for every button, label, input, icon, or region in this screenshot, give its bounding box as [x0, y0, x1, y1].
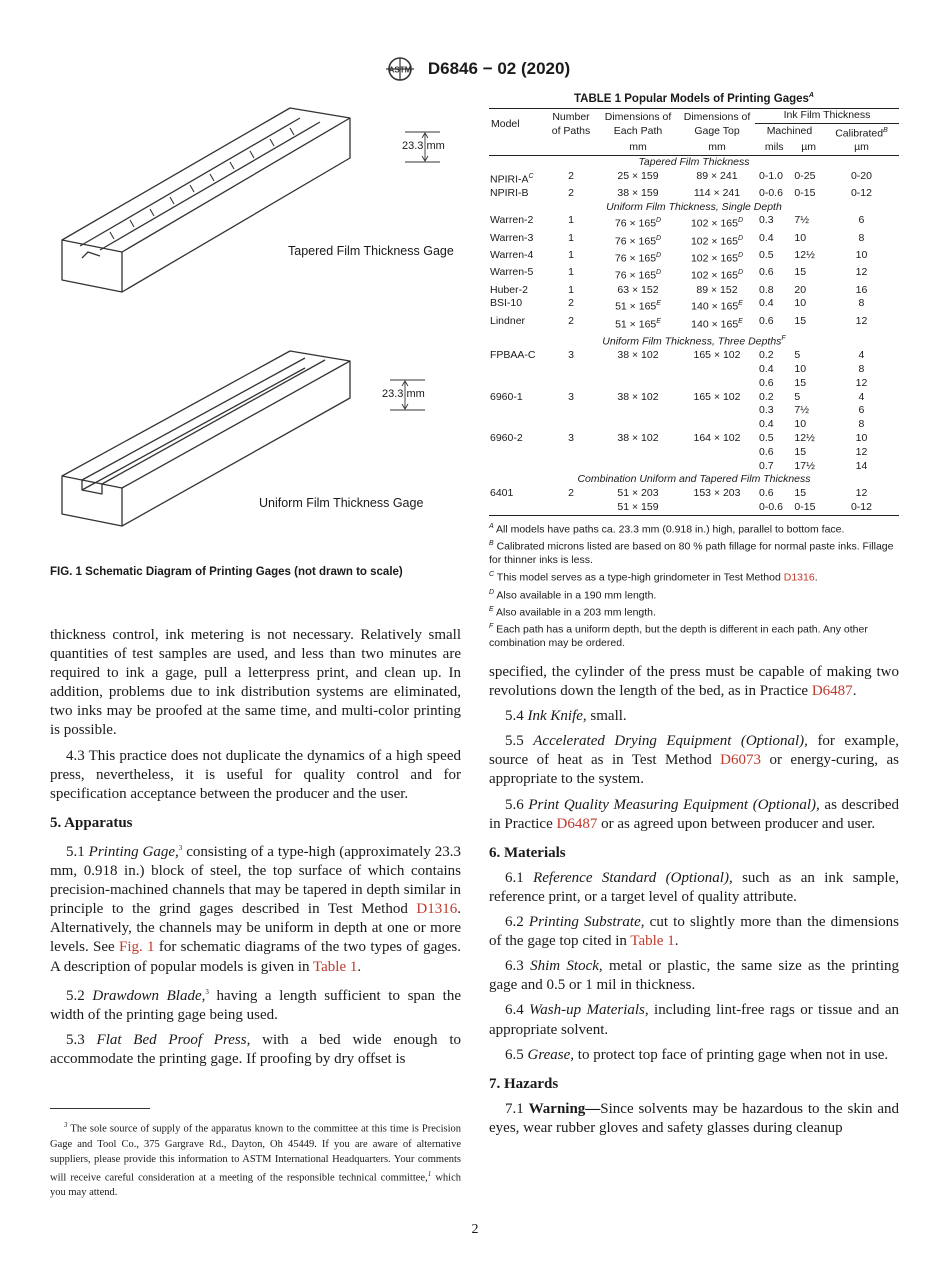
cell-model: 6960-1	[490, 390, 523, 403]
cell-path-dim	[597, 404, 679, 418]
cell-mils: 0-1.0	[759, 169, 783, 182]
table-note: $^C$ This model serves as a type-high grindometer in Test Method D1316.	[489, 571, 818, 584]
table-note: $^B$ Calibrated microns listed are based on 80 % path fillage for normal paste inks. Fillage for thinner inks is less.	[489, 540, 894, 567]
cell-cal: 6	[858, 404, 865, 417]
paragraph-6-5: 6.5 Grease, to protect top face of printing gage when not in use.	[505, 1046, 889, 1063]
cell-paths: 2	[568, 297, 574, 310]
cell-path-dim: 38 × 159	[617, 186, 659, 199]
cell-cal: 16	[855, 283, 868, 296]
paragraph-5-6: 5.6 Print Quality Measuring Equipment (Optional), as described in Practice D6487 or as agreed upon between producer and user.	[489, 796, 900, 832]
cell-mils: 0.6	[759, 314, 774, 327]
cell-model: 6401	[490, 487, 514, 500]
cell-model	[489, 363, 545, 377]
cell-top-dim: 164 × 102	[693, 432, 741, 445]
cell-top-dim	[679, 404, 755, 418]
cell-model: NPIRI-$A^C$	[490, 172, 534, 186]
col-ink-film: Ink Film Thickness	[755, 108, 899, 123]
col-machined: Machined	[766, 125, 813, 138]
cell-cal: 10	[855, 249, 868, 261]
link-fig-1[interactable]: Fig. 1	[118, 939, 155, 956]
cell-cal: 8	[858, 363, 865, 376]
cell-path-dim	[597, 446, 679, 460]
cell-model	[489, 446, 545, 460]
cell-um: 10	[794, 297, 807, 310]
table-note: $^A$ All models have paths ca. 23.3 mm (0.918 in.) high, parallel to bottom face.	[489, 522, 845, 536]
col-each-path: Dimensions of Each Path	[597, 108, 679, 141]
cell-path-dim: $76 \times 165^D$	[614, 234, 662, 248]
unit-mils: mils	[755, 141, 793, 155]
footnote-3: $^3$ The sole source of supply of the apparatus known to the committee at this time is Precision Gage and Tool Co., 375 Gargrave Rd., Dayton, Oh 45449. If you are aware of alternative suppliers, please provide this information to ASTM International Headquarters. Your comments will receive careful consideration at a meeting of the responsible technical committee,$^1$ which you may attend.	[50, 1121, 461, 1198]
cell-mils: 0.4	[759, 363, 774, 376]
cell-mils: 0.3	[759, 214, 774, 227]
link-d6487[interactable]: D6487	[811, 683, 853, 700]
cell-um: 0-15	[794, 186, 816, 199]
printing-gages-diagram	[50, 96, 462, 556]
unit-um-machined: µm	[793, 141, 824, 155]
unit-um-calibrated: µm	[824, 141, 899, 155]
cell-path-dim: 38 × 102	[617, 390, 659, 403]
cell-model: FPBAA-C	[490, 349, 536, 362]
cell-top-dim: $102 \times 165^D$	[690, 234, 744, 248]
unit-mm-top: mm	[679, 141, 755, 155]
cell-path-dim	[597, 377, 679, 391]
cell-cal: 10	[855, 432, 868, 445]
cell-path-dim: $76 \times 165^D$	[614, 252, 662, 265]
cell-um: 15	[794, 314, 807, 327]
table-row	[489, 404, 899, 418]
table-body	[489, 155, 899, 515]
cell-path-dim	[597, 363, 679, 377]
col-gage-top: Dimensions of Gage Top	[679, 108, 755, 141]
table-row	[489, 501, 899, 515]
cell-model	[489, 377, 545, 391]
table-section-row: Tapered Film Thickness	[638, 155, 750, 168]
paragraph-5-1: 5.1 Printing Gage,$^3$ consisting of a type-high (approximately 23.3 mm, 0.918 in.) block of steel, the top surface of which contains precision-machined channels that may be tapered in depth similar in principle to the grind gages described in Test Method D1316. Alternatively, the channels may be uniform in depth at one or more levels. See Fig. 1 for schematic diagrams of the two types of gages. A description of popular models is given in Table 1.	[50, 843, 462, 975]
table-row	[489, 377, 899, 391]
cell-path-dim: 51 × 159	[597, 501, 679, 515]
unit-mm-path: mm	[597, 141, 679, 155]
cell-model: Warren-5	[490, 266, 534, 279]
cell-model: Warren-3	[490, 231, 534, 244]
cell-paths: 2	[568, 314, 574, 327]
cell-um: 0-15	[793, 501, 824, 515]
tapered-gage-label: Tapered Film Thickness Gage	[288, 244, 454, 258]
cell-mils: 0-0.6	[755, 501, 793, 515]
cell-paths: 2	[568, 186, 574, 199]
cell-paths: 1	[568, 266, 574, 279]
paragraph-6-2: 6.2 Printing Substrate, cut to slightly more than the dimensions of the gage top cited in Table 1.	[489, 914, 900, 950]
section-5-heading: 5. Apparatus	[50, 814, 133, 831]
figure-caption: FIG. 1 Schematic Diagram of Printing Gages (not drawn to scale)	[50, 566, 403, 578]
uniform-channel-edge-1	[82, 358, 305, 480]
link-d6487-2[interactable]: D6487	[556, 815, 598, 832]
table-row	[489, 284, 899, 298]
cell-path-dim: 38 × 102	[617, 349, 659, 362]
cell-top-dim: $102 \times 165^D$	[690, 217, 744, 230]
cell-mils: 0.5	[759, 249, 774, 261]
cell-model: Warren-4	[490, 249, 534, 261]
paragraph-6-1: 6.1 Reference Standard (Optional), such as an ink sample, reference print, or a target level of quality attribute.	[489, 869, 899, 905]
col-calibrated: Calibrated$^B$	[835, 126, 888, 140]
cell-paths: 3	[568, 390, 574, 403]
models-table	[489, 108, 899, 516]
table-row	[489, 418, 899, 432]
table-row	[489, 487, 899, 501]
cell-model: BSI-10	[490, 297, 523, 310]
cell-mils: 0.2	[759, 349, 774, 362]
cell-top-dim: 165 × 102	[693, 390, 741, 403]
astm-logo-text: ASTM	[388, 65, 412, 75]
cell-top-dim: $140 \times 165^E$	[691, 300, 743, 313]
cell-top-dim	[679, 418, 755, 432]
cell-top-dim	[679, 460, 755, 474]
paragraph-6-3: 6.3 Shim Stock, metal or plastic, the same size as the printing gage and 0.5 or 1 mil in thickness.	[489, 958, 900, 994]
cell-path-dim: $51 \times 165^E$	[615, 300, 661, 313]
cell-model	[489, 501, 545, 515]
cell-paths: 3	[568, 349, 574, 362]
cell-top-dim	[679, 446, 755, 460]
cell-cal: 12	[855, 266, 868, 279]
table-note: $^F$ Each path has a uniform depth, but the depth is different in each path. Any other combination may be ordered.	[489, 623, 868, 650]
col-paths: Number of Paths	[545, 108, 597, 141]
tapered-gage-side-face	[122, 118, 350, 292]
cell-mils: 0.6	[759, 445, 774, 458]
cell-um: 5	[794, 349, 801, 362]
footnote-rule	[50, 1108, 150, 1109]
astm-logo-icon	[380, 56, 420, 82]
table-row	[489, 232, 899, 249]
cell-model: Huber-2	[490, 283, 528, 296]
cell-path-dim: 51 × 203	[617, 487, 659, 500]
tapered-channel-edge-1	[80, 118, 300, 246]
table-row	[489, 170, 899, 187]
uniform-height-dimension: 23.3 mm	[382, 388, 425, 400]
cell-um: 7½	[794, 214, 809, 227]
cell-cal: 4	[858, 349, 865, 362]
table-row	[489, 315, 899, 332]
right-column	[489, 663, 899, 1144]
cell-um: 17½	[794, 459, 815, 472]
cell-um: 15	[794, 266, 807, 279]
tapered-channel-edge-2	[100, 122, 320, 250]
cell-mils: 0.5	[759, 432, 774, 445]
table-section-row: Uniform Film Thickness, Single Depth	[606, 200, 782, 213]
cell-path-dim: 38 × 102	[617, 432, 659, 445]
cell-top-dim	[679, 363, 755, 377]
cell-model: 6960-2	[490, 432, 523, 445]
cell-cal: 8	[858, 231, 865, 244]
cell-top-dim: 89 × 241	[696, 169, 738, 182]
section-6-heading: 6. Materials	[489, 844, 566, 861]
cell-cal: 4	[858, 390, 865, 403]
figure-1	[50, 96, 462, 586]
table-title: TABLE 1 Popular Models of Printing Gages$^A$	[574, 92, 814, 105]
cell-mils: 0.6	[759, 266, 774, 279]
cell-mils: 0.4	[759, 297, 774, 310]
tapered-channel-end	[82, 252, 100, 258]
cell-um: 15	[794, 445, 807, 458]
cell-cal: 0-20	[850, 169, 872, 182]
cell-um: 12½	[794, 249, 815, 261]
section-7-heading: 7. Hazards	[489, 1075, 559, 1092]
cell-paths	[545, 501, 597, 515]
cell-path-dim: 63 × 152	[617, 283, 659, 296]
page-number: 2	[471, 1222, 479, 1237]
cell-mils: 0.4	[759, 231, 774, 244]
paragraph-7-1: 7.1 Warning—Since solvents may be hazardous to the skin and eyes, wear rubber gloves and safety glasses during cleanup	[489, 1100, 900, 1136]
standard-designation: D6846 − 02 (2020)	[427, 59, 571, 78]
link-d6073[interactable]: D6073	[720, 752, 762, 769]
table-note: $^D$ Also available in a 190 mm length.	[489, 588, 657, 602]
cell-cal: 8	[858, 297, 865, 310]
cell-mils: 0.7	[759, 459, 774, 472]
paragraph-5-4: 5.4 Ink Knife, small.	[505, 708, 627, 725]
cell-paths: 1	[568, 214, 574, 227]
cell-cal: 8	[858, 418, 865, 431]
cell-um: 15	[794, 487, 807, 500]
cell-top-dim: 114 × 241	[693, 186, 741, 199]
table-1	[489, 92, 899, 651]
cell-um: 20	[794, 283, 807, 296]
cell-mils: 0.6	[759, 376, 774, 389]
table-row	[489, 187, 899, 201]
table-row	[489, 446, 899, 460]
cell-um: 15	[794, 376, 807, 389]
page-header	[0, 56, 950, 84]
cell-model	[489, 418, 545, 432]
table-row	[489, 349, 899, 363]
cell-um: 5	[794, 390, 801, 403]
link-table-1-b[interactable]: Table 1	[630, 933, 675, 950]
table-row	[489, 460, 899, 474]
paragraph-4-2-continued: thickness control, ink metering is not necessary. Relatively small quantities of test samples are used, and less than two minutes are required to ink a gage, pull a letterpress print, and clean up. In addition, problems due to ink distribution systems are eliminated, two inks may be proofed at the same time, and multi-color printing is possible.	[50, 627, 461, 739]
cell-paths: 2	[568, 169, 574, 182]
table-row	[489, 214, 899, 231]
table-notes	[489, 520, 899, 651]
uniform-channel-floor	[82, 368, 305, 490]
table-row	[489, 249, 899, 266]
cell-paths	[545, 404, 597, 418]
cell-mils: 0.4	[759, 418, 774, 431]
cell-path-dim	[597, 418, 679, 432]
uniform-channel-edge-2	[102, 360, 325, 484]
cell-top-dim: $102 \times 165^D$	[690, 269, 744, 282]
cell-model: Lindner	[490, 314, 526, 327]
cell-cal: 6	[858, 214, 865, 227]
table-section-row: Uniform Film Thickness, Three Depths$^F$	[602, 334, 786, 348]
cell-paths	[545, 377, 597, 391]
cell-um: 10	[794, 418, 807, 431]
cell-top-dim: 89 × 152	[696, 283, 738, 296]
paragraph-5-3-continued: specified, the cylinder of the press must be capable of making two revolutions down the length of the bed, as in Practice D6487.	[489, 664, 899, 700]
cell-paths	[545, 418, 597, 432]
cell-cal: 12	[855, 487, 868, 500]
cell-paths	[545, 460, 597, 474]
cell-mils: 0.6	[759, 487, 774, 500]
cell-top-dim: 153 × 203	[693, 487, 741, 500]
cell-path-dim: $76 \times 165^D$	[614, 217, 662, 230]
cell-cal: 0-12	[850, 186, 872, 199]
cell-paths: 1	[568, 249, 574, 261]
table-row	[489, 297, 899, 314]
paragraph-6-4: 6.4 Wash-up Materials, including lint-free rags or tissue and an appropriate solvent.	[489, 1002, 899, 1038]
col-model: Model	[489, 108, 545, 141]
table-note: $^E$ Also available in a 203 mm length.	[489, 605, 656, 619]
cell-mils: 0.2	[759, 390, 774, 403]
cell-model: NPIRI-B	[490, 186, 529, 199]
link-note-d1316[interactable]: D1316	[783, 571, 815, 584]
cell-mils: 0-0.6	[759, 186, 783, 199]
cell-top-dim: $140 \times 165^E$	[691, 317, 743, 331]
cell-top-dim: 165 × 102	[693, 349, 741, 362]
cell-paths: 1	[568, 283, 574, 296]
paragraph-5-5: 5.5 Accelerated Drying Equipment (Optional), for example, source of heat as in Test Method D6073 or energy-curing, as appropriate to the system.	[489, 733, 899, 788]
cell-model	[489, 460, 545, 474]
cell-top-dim: $102 \times 165^D$	[690, 252, 744, 265]
cell-model: Warren-2	[490, 214, 534, 227]
tapered-scale-ticks	[110, 128, 294, 239]
left-column	[50, 626, 461, 1075]
cell-paths	[545, 363, 597, 377]
cell-paths: 3	[568, 432, 574, 445]
cell-path-dim	[597, 460, 679, 474]
cell-path-dim: 25 × 159	[617, 169, 659, 182]
cell-um: 7½	[794, 404, 809, 417]
cell-paths: 1	[568, 231, 574, 244]
table-section-row: Combination Uniform and Tapered Film Thickness	[577, 473, 811, 486]
cell-top-dim	[679, 501, 755, 515]
cell-um: 12½	[794, 432, 815, 445]
paragraph-5-2: 5.2 Drawdown Blade,$^3$ having a length sufficient to span the width of the printing gage being used.	[50, 987, 461, 1023]
cell-path-dim: $51 \times 165^E$	[615, 317, 661, 331]
cell-um: 10	[794, 363, 807, 376]
cell-top-dim	[679, 377, 755, 391]
cell-um: 0-25	[794, 169, 816, 182]
cell-cal: 12	[855, 314, 868, 327]
cell-model	[489, 404, 545, 418]
tapered-gage-front-face	[62, 240, 122, 292]
cell-mils: 0.3	[759, 404, 774, 417]
uniform-gage-label: Uniform Film Thickness Gage	[259, 496, 424, 510]
cell-cal: 0-12	[824, 501, 899, 515]
paragraph-5-3: 5.3 Flat Bed Proof Press, with a bed wide enough to accommodate the printing gage. If proofing by dry offset is	[50, 1031, 461, 1067]
table-row	[489, 432, 899, 446]
table-row	[489, 391, 899, 405]
uniform-gage-front-face	[62, 476, 122, 526]
cell-mils: 0.8	[759, 283, 774, 296]
cell-cal: 12	[855, 376, 868, 389]
paragraph-4-3: 4.3 This practice does not duplicate the dynamics of a high speed press, nevertheless, it is useful for quality control and for specification acceptance between the producer and the user.	[50, 747, 461, 802]
link-d1316[interactable]: D1316	[416, 901, 458, 918]
table-row	[489, 363, 899, 377]
tapered-height-dimension: 23.3 mm	[402, 140, 445, 152]
cell-path-dim: $76 \times 165^D$	[614, 269, 662, 282]
cell-cal: 12	[855, 445, 868, 458]
cell-paths	[545, 446, 597, 460]
cell-um: 10	[794, 231, 807, 244]
cell-paths: 2	[568, 487, 574, 500]
cell-cal: 14	[855, 459, 868, 472]
table-row	[489, 266, 899, 283]
link-table-1[interactable]: Table 1	[313, 958, 358, 975]
